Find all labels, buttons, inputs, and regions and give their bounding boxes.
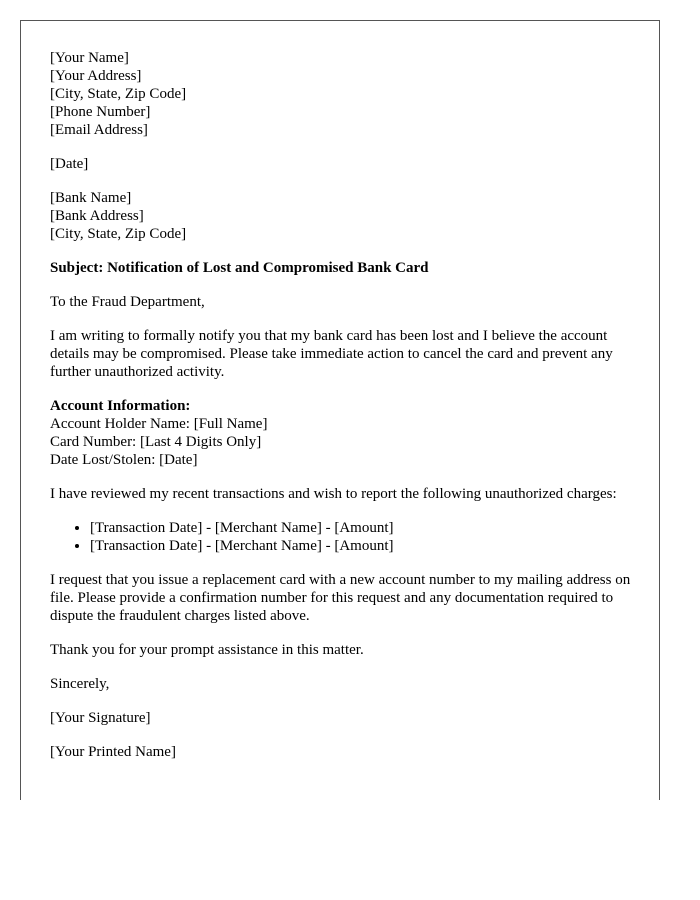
sender-name: [Your Name] bbox=[50, 50, 129, 66]
date-lost-stolen: Date Lost/Stolen: [Date] bbox=[50, 452, 198, 468]
recipient-address-block bbox=[50, 189, 640, 243]
intro-paragraph: I am writing to formally notify you that my bank card has been lost and I believe the account details may be compromised. Please take immediate action to cancel the card and prevent any further unauthorized activity. bbox=[50, 328, 613, 380]
account-info-block bbox=[50, 397, 640, 469]
recipient-bank-name: [Bank Name] bbox=[50, 190, 132, 206]
transactions-intro: I have reviewed my recent transactions and wish to report the following unauthorized charges: bbox=[50, 486, 617, 502]
card-number: Card Number: [Last 4 Digits Only] bbox=[50, 434, 262, 450]
account-holder-name: Account Holder Name: [Full Name] bbox=[50, 416, 268, 432]
letter-content bbox=[50, 49, 640, 777]
sender-email: [Email Address] bbox=[50, 122, 148, 138]
transaction-item: • [Transaction Date] - [Merchant Name] - [Amount] bbox=[90, 519, 640, 537]
account-info-heading: Account Information: bbox=[50, 398, 191, 414]
transactions-list bbox=[50, 519, 640, 555]
letter-subject: Subject: Notification of Lost and Compromised Bank Card bbox=[50, 260, 429, 276]
letter-date: [Date] bbox=[50, 156, 89, 172]
sender-address: [Your Address] bbox=[50, 68, 142, 84]
closing: Sincerely, bbox=[50, 676, 110, 692]
transaction-item: • [Transaction Date] - [Merchant Name] - [Amount] bbox=[90, 537, 640, 555]
salutation: To the Fraud Department, bbox=[50, 294, 205, 310]
recipient-city-state-zip: [City, State, Zip Code] bbox=[50, 226, 187, 242]
letter-page bbox=[20, 20, 660, 800]
request-paragraph: I request that you issue a replacement card with a new account number to my mailing address on file. Please provide a confirmation number for this request and any documentation required to dispute the fraudulent charges listed above. bbox=[50, 572, 631, 624]
sender-city-state-zip: [City, State, Zip Code] bbox=[50, 86, 187, 102]
sender-address-block bbox=[50, 49, 640, 139]
signature-placeholder: [Your Signature] bbox=[50, 710, 151, 726]
recipient-bank-address: [Bank Address] bbox=[50, 208, 144, 224]
printed-name: [Your Printed Name] bbox=[50, 744, 176, 760]
thanks-paragraph: Thank you for your prompt assistance in this matter. bbox=[50, 642, 364, 658]
sender-phone: [Phone Number] bbox=[50, 104, 151, 120]
